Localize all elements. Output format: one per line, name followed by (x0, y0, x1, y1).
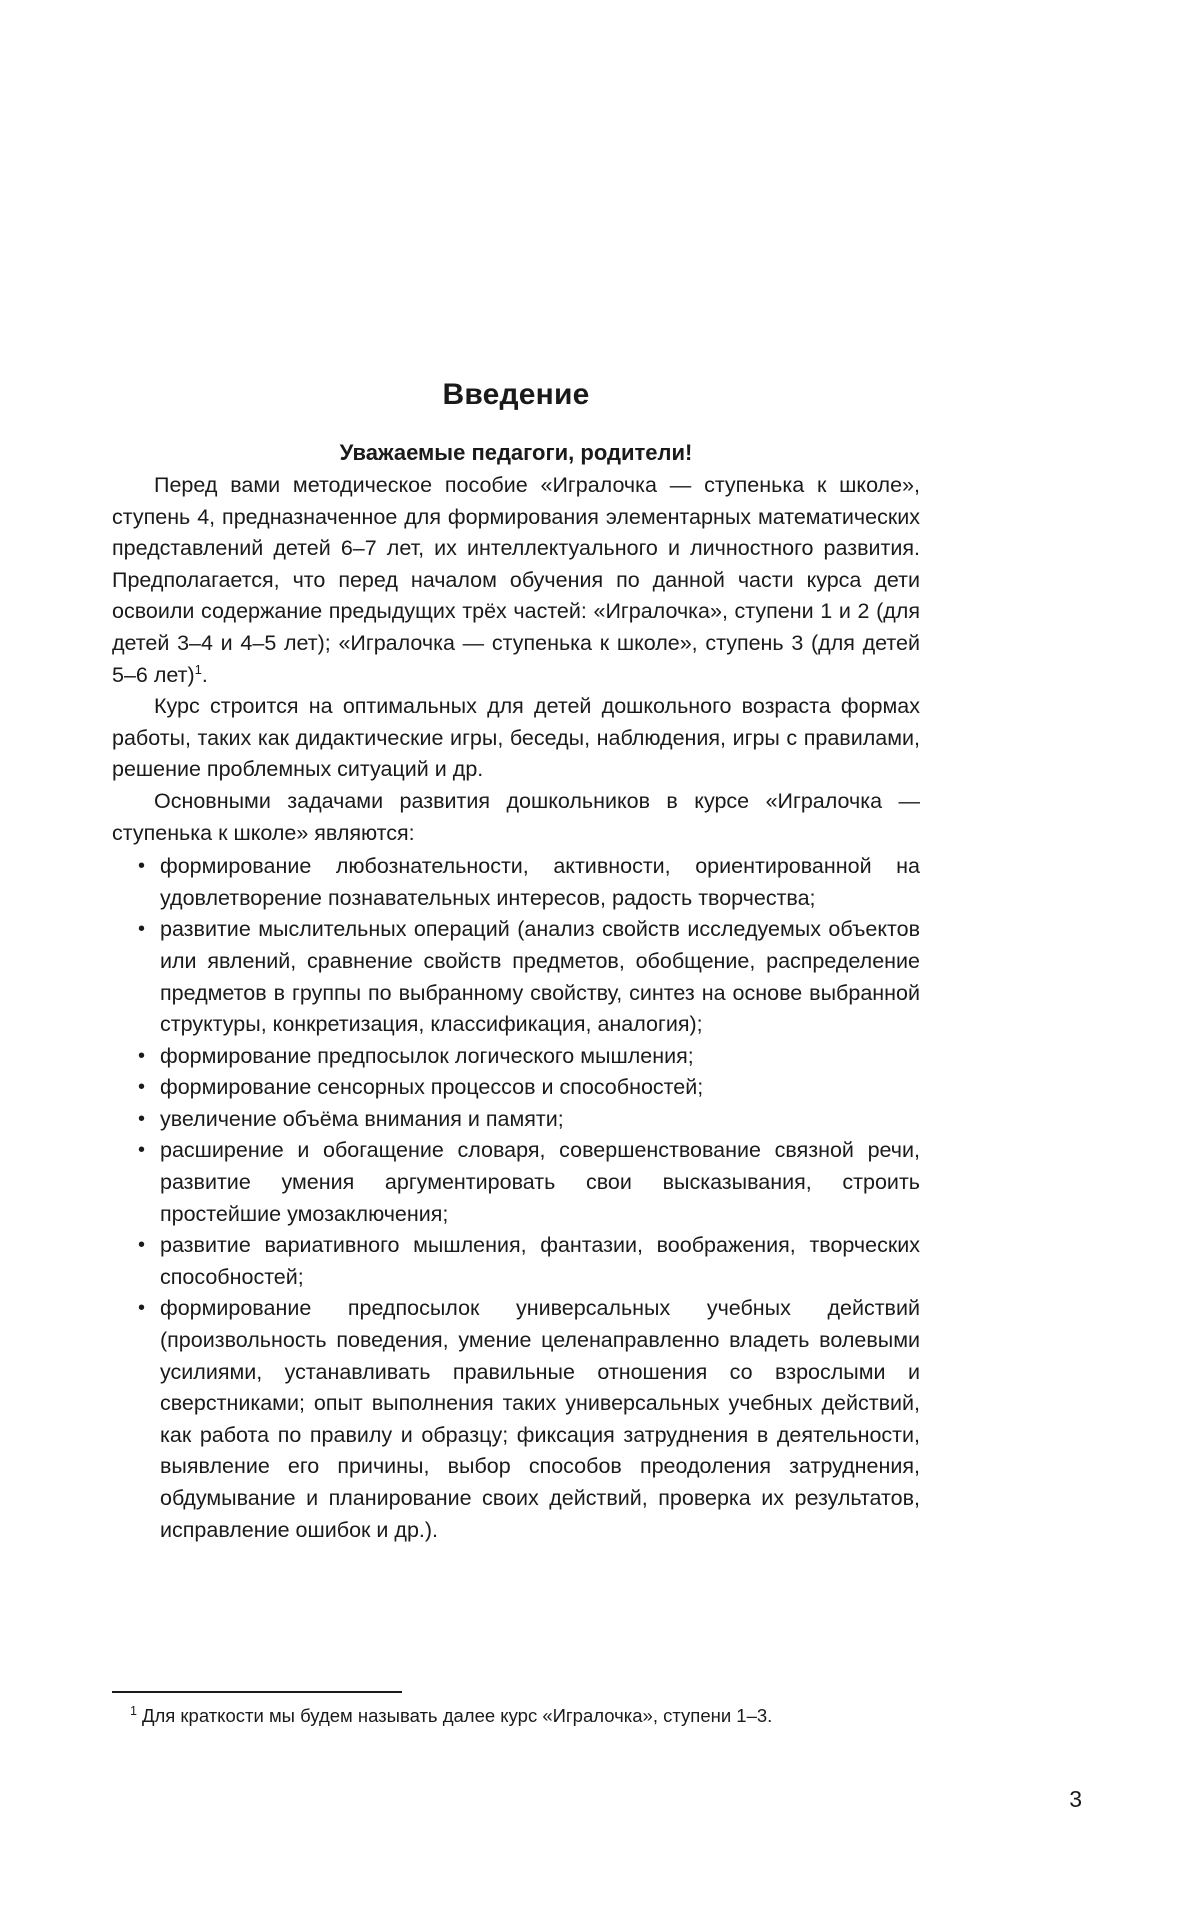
list-item-label: развитие мыслительных операций (анализ свойств исследуемых объектов или явлений, сравнение свойств предметов, обобщение, распределение предметов в группы по выбранному свойству, синтез на основе выбранной структуры, конкретизация, классификация, аналогия); (160, 917, 920, 1037)
page-content (112, 378, 920, 1546)
footnote-zone (112, 1691, 920, 1728)
footnote-reference-marker[interactable]: 1 (194, 661, 202, 677)
footnote-separator-rule (112, 1691, 402, 1693)
page-title: Введение (442, 378, 590, 411)
list-item (112, 1041, 920, 1073)
task-list (112, 851, 920, 1546)
paragraph-1-text-tail: . (201, 662, 208, 687)
bullet-icon: • (138, 1107, 146, 1130)
list-item-label: формирование любознательности, активности, ориентированной на удовлетворение познавательных интересов, радость творчества; (160, 854, 920, 910)
list-item-label: расширение и обогащение словаря, совершенствование связной речи, развитие умения аргументировать свои высказывания, строить простейшие умозаключения; (160, 1138, 920, 1226)
list-item-label: развитие вариативного мышления, фантазии, воображения, творческих способностей; (160, 1233, 920, 1289)
bullet-icon: • (138, 918, 146, 941)
paragraph-1-text: Перед вами методическое пособие «Игралочка — ступенька к школе», ступень 4, предназначенное для формирования элементарных математических представлений детей 6–7 лет, их интеллектуального и личностного развития. Предполагается, что перед началом обучения по данной части курса дети освоили содержание предыдущих трёх частей: «Игралочка», ступени 1 и 2 (для детей 3–4 и 4–5 лет); «Игралочка — ступенька к школе», ступень 3 (для детей 5–6 лет) (112, 473, 920, 687)
list-item (112, 1230, 920, 1293)
list-item (112, 1135, 920, 1230)
list-item (112, 851, 920, 914)
list-item-label: формирование предпосылок логического мышления; (160, 1043, 694, 1068)
section-subtitle: Уважаемые педагоги, родители! (339, 439, 693, 465)
list-item (112, 914, 920, 1040)
bullet-icon: • (138, 1297, 146, 1320)
bullet-icon: • (138, 1234, 146, 1257)
intro-paragraph-2: Курс строится на оптимальных для детей дошкольного возраста формах работы, таких как дидактические игры, беседы, наблюдения, игры с правилами, решение проблемных ситуаций и др. (112, 694, 920, 782)
list-item (112, 1104, 920, 1136)
list-item-label: увеличение объёма внимания и памяти; (160, 1106, 564, 1131)
intro-paragraph-1 (112, 470, 920, 691)
page-number: 3 (1069, 1786, 1082, 1812)
footnote-entry (112, 1703, 920, 1728)
intro-paragraph-3: Основными задачами развития дошкольников в курсе «Игралочка — ступенька к школе» являются: (112, 788, 920, 845)
bullet-icon: • (138, 1044, 146, 1067)
list-item-label: формирование сенсорных процессов и способностей; (160, 1075, 704, 1100)
bullet-icon: • (138, 1139, 146, 1162)
list-item (112, 1072, 920, 1104)
bullet-icon: • (138, 855, 146, 878)
footnote-label: Для краткости мы будем называть далее курс «Игралочка», ступени 1–3. (141, 1705, 773, 1726)
footnote-marker: 1 (130, 1703, 137, 1718)
bullet-icon: • (138, 1076, 146, 1099)
list-item-label: формирование предпосылок универсальных учебных действий (произвольность поведения, умение целенаправленно владеть волевыми усилиями, устанавливать правильные отношения со взрослыми и сверстниками; опыт выполнения таких универсальных учебных действий, как работа по правилу и образцу; фиксация затруднения в деятельности, выявление его причины, выбор способов преодоления затруднения, обдумывание и планирование своих действий, проверка их результатов, исправление ошибок и др.). (160, 1296, 920, 1542)
list-item (112, 1293, 920, 1546)
